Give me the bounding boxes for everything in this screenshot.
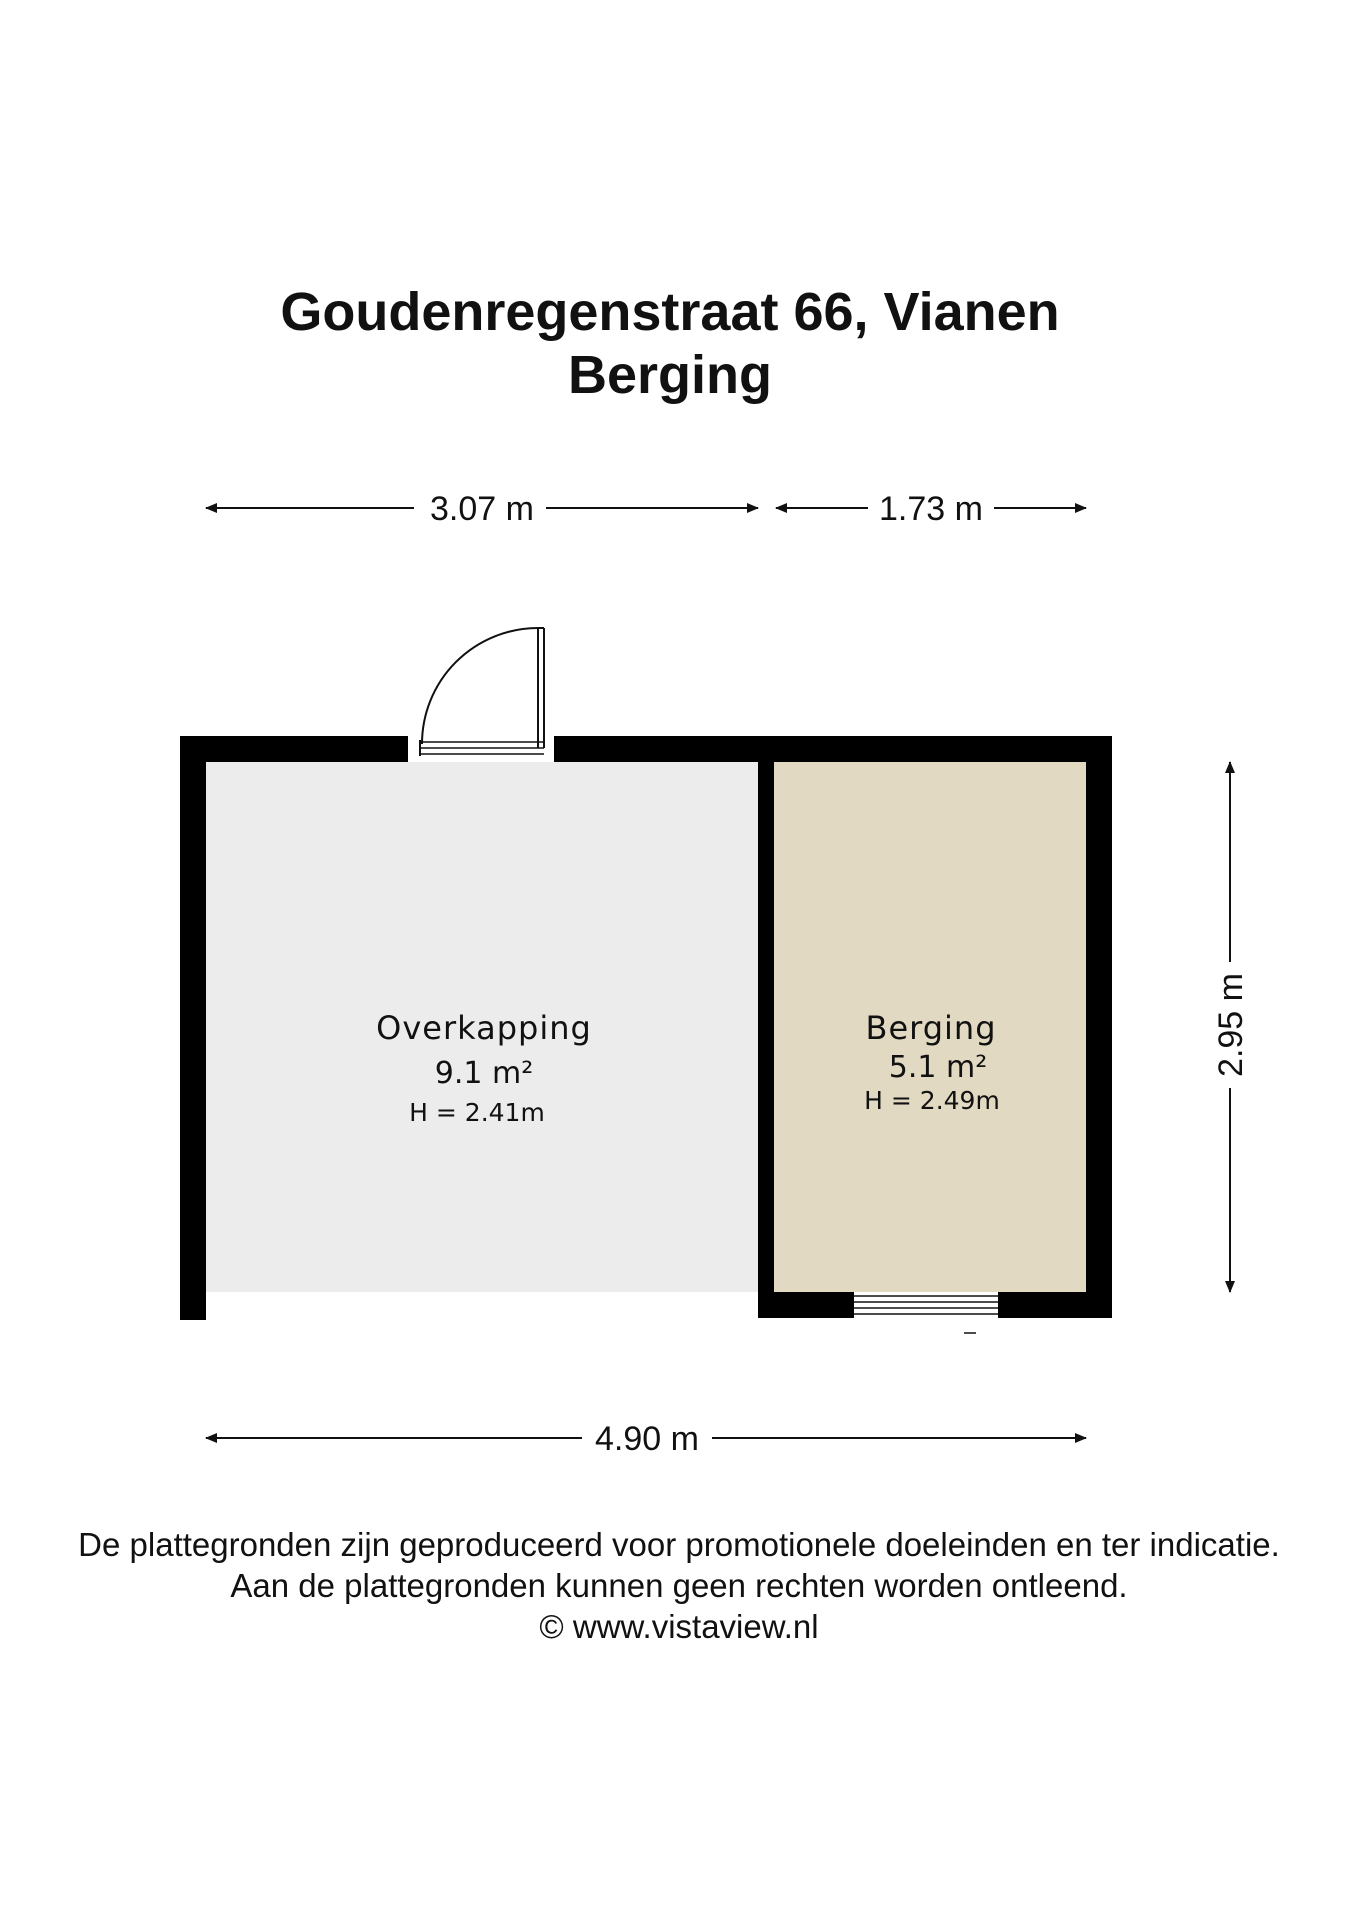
dimension-top-left — [206, 490, 758, 528]
room-height: H = 2.49m — [864, 1086, 1000, 1115]
room-name: Overkapping — [376, 1009, 592, 1047]
dimension-bottom — [206, 1420, 1086, 1458]
dimension-label: 4.90 m — [595, 1420, 699, 1458]
room-height: H = 2.41m — [409, 1098, 545, 1127]
dimension-right — [1212, 762, 1250, 1292]
copyright-link[interactable]: © www.vistaview.nl — [539, 1608, 819, 1645]
dimension-label: 1.73 m — [879, 490, 983, 528]
dimension-label: 3.07 m — [430, 490, 534, 528]
room-area: 9.1 m² — [434, 1056, 534, 1091]
dimension-label: 2.95 m — [1212, 973, 1250, 1077]
disclaimer-line-2: Aan de plattegronden kunnen geen rechten worden ontleend. — [230, 1567, 1128, 1604]
room-area: 5.1 m² — [888, 1050, 988, 1085]
dimension-top-right — [776, 490, 1086, 528]
page-title: Goudenregenstraat 66, Vianen — [280, 282, 1060, 342]
door — [420, 628, 544, 756]
window — [854, 1296, 998, 1333]
disclaimer-line-1: De plattegronden zijn geproduceerd voor promotionele doeleinden en ter indicatie. — [78, 1526, 1280, 1563]
floor-title: Berging — [567, 345, 772, 405]
room-name: Berging — [865, 1009, 997, 1047]
